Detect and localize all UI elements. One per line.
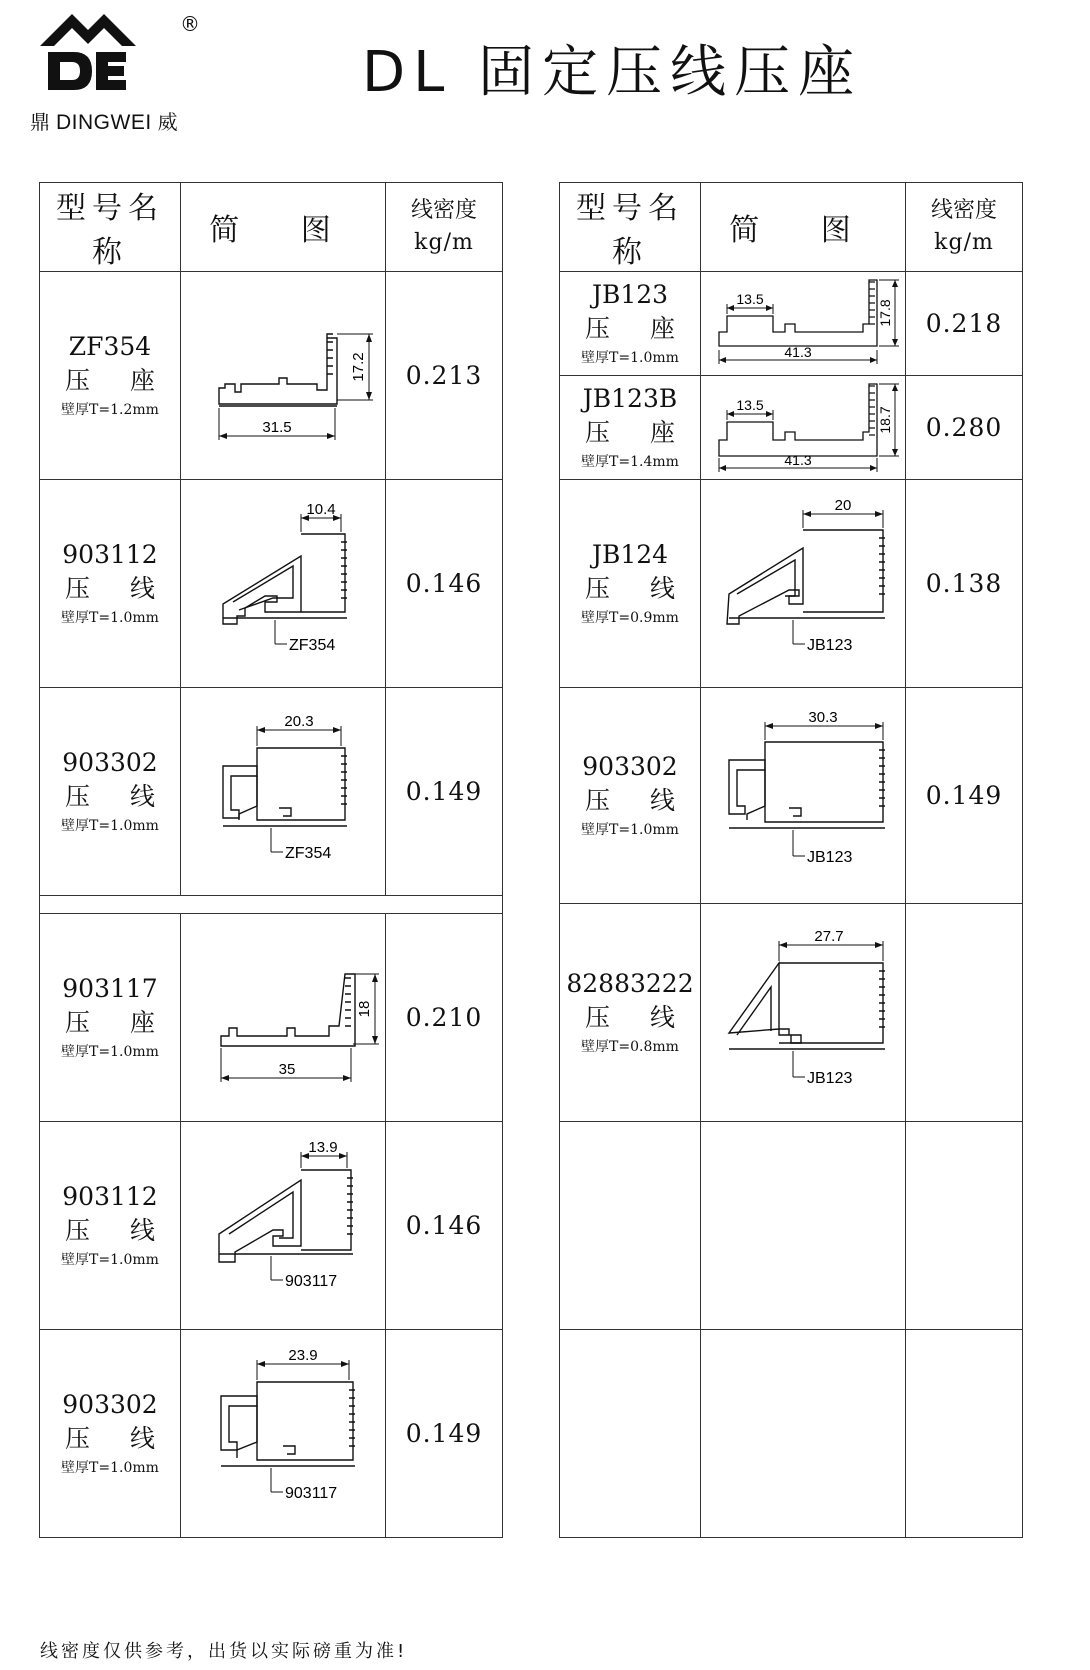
table-header-row [560,183,1023,272]
wall-thickness: 壁厚T=0.9mm [581,609,679,626]
model-cell [40,914,181,1122]
wall-thickness: 壁厚T=1.0mm [61,1459,159,1476]
density-value: 0.149 [386,1330,503,1538]
model-number: 903302 [582,751,678,781]
dim-width: 27.7 [814,927,844,945]
table-row [40,480,503,688]
density-value: 0.149 [906,688,1023,904]
figure-cell [701,904,906,1122]
product-type: 压 线 [585,1002,691,1032]
profile-drawing-jb124 [703,484,903,684]
page-title: DL 固定压线压座 [362,40,863,105]
dim-width: 10.4 [306,500,336,518]
density-unit: kg/m [934,230,994,255]
dim-width: 13.9 [308,1138,338,1156]
model-cell [560,376,701,480]
density-value: 0.149 [386,688,503,896]
empty-table-row [560,1122,1023,1330]
profile-drawing-903302 [183,692,383,892]
figure-cell [701,376,906,480]
wall-thickness: 壁厚T=1.4mm [581,453,679,470]
dim-height: 18.7 [877,405,893,434]
density-label: 线密度 [930,198,997,223]
wall-thickness: 壁厚T=0.8mm [581,1038,679,1055]
product-type: 压 线 [65,1215,171,1245]
table-row [40,688,503,896]
dingwei-logo-mark-icon [30,8,180,103]
density-value: 0.146 [386,480,503,688]
model-number: 903117 [62,973,158,1003]
model-number: JB123 [591,279,669,309]
table-row [40,272,503,480]
dim-width: 41.3 [784,343,812,360]
reference-profile: JB123 [807,636,853,654]
wall-thickness: 壁厚T=1.0mm [581,349,679,366]
brand-name [30,106,220,135]
registered-mark: ® [180,12,200,36]
model-cell [40,1122,181,1330]
empty-table-row [560,1330,1023,1538]
reference-profile: JB123 [807,1069,853,1087]
brand-cn-right: 威 [157,110,178,134]
table-row [560,272,1023,376]
table-row [560,480,1023,688]
profile-drawing-903112 [183,484,383,684]
dim-height: 17.2 [350,351,367,382]
right-spec-table [559,182,1023,1538]
profile-drawing-903302-b [183,1334,383,1534]
column-header-density [386,183,503,272]
model-number: ZF354 [68,331,152,361]
model-cell [560,688,701,904]
dim-width: 31.5 [262,418,292,436]
wall-thickness: 壁厚T=1.0mm [61,609,159,626]
wall-thickness: 壁厚T=1.0mm [581,821,679,838]
dim-top: 13.5 [736,290,764,307]
product-type: 压 座 [585,417,691,447]
reference-profile: JB123 [807,848,853,866]
brand-en: DINGWEI [56,111,152,134]
figure-cell [701,480,906,688]
dim-width: 20 [834,496,852,514]
profile-drawing-82883222 [703,913,903,1113]
column-header-name: 型号名称 [560,183,701,272]
figure-cell [181,272,386,480]
model-number: 903112 [62,539,158,569]
table-row [560,688,1023,904]
profile-drawing-jb123 [703,274,903,374]
model-cell [560,272,701,376]
density-value: 0.138 [906,480,1023,688]
wall-thickness: 壁厚T=1.2mm [61,401,159,418]
figure-cell [701,688,906,904]
dim-height: 17.8 [877,298,893,327]
reference-profile: ZF354 [289,636,336,654]
table-spacer [40,896,503,914]
table-header-row [40,183,503,272]
dim-width: 41.3 [784,451,812,468]
reference-profile: 903117 [285,1272,338,1290]
footnote: 线密度仅供参考，出货以实际磅重为准! [40,1641,408,1662]
model-cell [560,904,701,1122]
dim-height: 18 [356,1000,373,1017]
density-label: 线密度 [410,198,477,223]
model-number: JB123B [582,383,678,413]
dim-width: 30.3 [808,708,838,726]
model-number: 903302 [62,1389,158,1419]
reference-profile: ZF354 [285,844,332,862]
product-type: 压 座 [585,313,691,343]
model-number: JB124 [591,539,669,569]
density-value: 0.280 [906,376,1023,480]
model-cell [40,688,181,896]
model-cell [40,272,181,480]
wall-thickness: 壁厚T=1.0mm [61,1043,159,1060]
product-type: 压 线 [65,1423,171,1453]
table-row [40,1122,503,1330]
brand-logo [30,8,200,134]
figure-cell [181,480,386,688]
table-row [40,1330,503,1538]
column-header-density [906,183,1023,272]
column-header-figure: 简 图 [701,183,906,272]
product-type: 压 线 [585,785,691,815]
figure-cell [181,688,386,896]
density-value: 0.213 [386,272,503,480]
brand-cn-left: 鼎 [30,110,50,134]
product-type: 压 座 [65,365,171,395]
dim-width: 35 [278,1060,296,1078]
model-number: 82883222 [566,968,694,998]
wall-thickness: 壁厚T=1.0mm [61,817,159,834]
density-value: 0.218 [906,272,1023,376]
density-unit: kg/m [414,230,474,255]
model-cell [560,480,701,688]
figure-cell [181,914,386,1122]
profile-drawing-jb123b [703,378,903,478]
profile-drawing-903117 [183,918,383,1118]
dim-width: 20.3 [284,712,314,730]
column-header-figure: 简 图 [181,183,386,272]
left-spec-table [39,182,503,1538]
model-number: 903112 [62,1181,158,1211]
figure-cell [701,272,906,376]
table-row [560,376,1023,480]
figure-cell [181,1330,386,1538]
density-value: 0.146 [386,1122,503,1330]
model-cell [40,1330,181,1538]
density-value: 0.210 [386,914,503,1122]
density-value [906,904,1023,1122]
product-type: 压 线 [585,573,691,603]
profile-drawing-903302-c [703,696,903,896]
product-type: 压 线 [65,781,171,811]
table-row [40,914,503,1122]
model-cell [40,480,181,688]
reference-profile: 903117 [285,1484,338,1502]
product-type: 压 线 [65,573,171,603]
profile-drawing-zf354 [183,276,383,476]
dim-width: 23.9 [288,1346,318,1364]
dim-top: 13.5 [736,396,764,413]
profile-drawing-903112-b [183,1126,383,1326]
column-header-name: 型号名称 [40,183,181,272]
table-row [560,904,1023,1122]
wall-thickness: 壁厚T=1.0mm [61,1251,159,1268]
model-number: 903302 [62,747,158,777]
product-type: 压 座 [65,1007,171,1037]
figure-cell [181,1122,386,1330]
